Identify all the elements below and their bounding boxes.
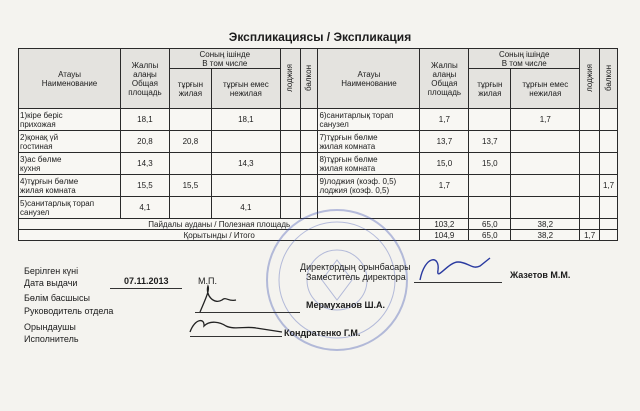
room-total-area: 14,3 [121,153,170,175]
director-signature [420,258,490,280]
head-label-ru: Руководитель отдела [24,306,114,316]
room-residential-area [469,197,511,219]
header-balcony: балкон [600,49,618,109]
room-balcony-area [600,153,618,175]
head-label-kk: Бөлім басшысы [24,293,90,303]
room-total-area: 13,7 [420,131,469,153]
room-name: 2)қонақ үй гостиная [19,131,121,153]
room-non-residential-area [211,175,280,197]
room-balcony-area [600,109,618,131]
header-residential: тұрғын жилая [469,69,511,109]
room-loggia-area [580,131,600,153]
room-non-residential-area [511,197,580,219]
useful-area-total: 103,2 [420,219,469,230]
director-label-ru: Заместитель директора [306,272,406,282]
room-residential-area [169,197,211,219]
head-signature [200,286,236,312]
room-total-area: 4,1 [121,197,170,219]
date-line [110,288,182,289]
room-loggia-area [280,153,300,175]
room-name: 5)санитарлық торап санузел [19,197,121,219]
room-total-area [420,197,469,219]
room-loggia-area [580,109,600,131]
room-name: 9)лоджия (коэф. 0,5) лоджия (коэф. 0,5) [318,175,420,197]
issued-label-ru: Дата выдачи [24,278,78,288]
room-total-area: 18,1 [121,109,170,131]
room-total-area: 20,8 [121,131,170,153]
room-non-residential-area: 4,1 [211,197,280,219]
issued-label-kk: Берілген күні [24,266,79,276]
room-residential-area: 15,5 [169,175,211,197]
director-name: Жазетов М.М. [510,270,571,280]
room-residential-area [169,153,211,175]
head-name: Мермуханов Ш.А. [306,300,386,310]
room-balcony-area [300,175,318,197]
director-signature-line [414,282,502,283]
exec-name: Кондратенко Г.М. [284,328,361,338]
header-balcony: балкон [300,49,318,109]
room-loggia-area [280,109,300,131]
director-label-kk: Директордың орынбасары [300,262,411,272]
room-loggia-area [580,153,600,175]
room-non-residential-area [511,131,580,153]
useful-area-label: Пайдалы ауданы / Полезная площадь [19,219,420,230]
table-row [19,131,618,153]
header-non-residential: тұрғын емес нежилая [211,69,280,109]
grand-total-non-residential: 38,2 [511,230,580,241]
room-total-area: 1,7 [420,109,469,131]
room-residential-area: 15,0 [469,153,511,175]
room-name: 8)тұрғын бөлме жилая комната [318,153,420,175]
grand-total-label: Қорытынды / Итого [19,230,420,241]
useful-area-loggia [580,219,600,230]
room-non-residential-area: 18,1 [211,109,280,131]
header-total-area: Жалпы алаңы Общая площадь [121,49,170,109]
room-name: 3)ас бөлме кухня [19,153,121,175]
issued-date: 07.11.2013 [124,276,169,286]
room-balcony-area [300,153,318,175]
room-total-area: 15,5 [121,175,170,197]
room-name: 6)санитарлық торап санузел [318,109,420,131]
room-total-area: 15,0 [420,153,469,175]
room-loggia-area [280,131,300,153]
useful-area-non-residential: 38,2 [511,219,580,230]
exec-label-kk: Орындаушы [24,322,76,332]
room-balcony-area: 1,7 [600,175,618,197]
room-balcony-area [300,109,318,131]
official-stamp [262,205,412,355]
table-row [19,175,618,197]
room-balcony-area [600,131,618,153]
room-residential-area [469,109,511,131]
room-non-residential-area: 1,7 [511,109,580,131]
room-balcony-area [300,131,318,153]
grand-total-area: 104,9 [420,230,469,241]
header-including: Соның ішінде В том числе [169,49,280,69]
room-non-residential-area [511,175,580,197]
exec-label-ru: Исполнитель [24,334,79,344]
room-name: 7)тұрғын бөлме жилая комната [318,131,420,153]
room-loggia-area [580,175,600,197]
room-total-area: 1,7 [420,175,469,197]
grand-total-loggia: 1,7 [580,230,600,241]
room-loggia-area [580,197,600,219]
header-non-residential: тұрғын емес нежилая [511,69,580,109]
page-title: Экспликациясы / Экспликация [228,30,412,44]
room-loggia-area [280,175,300,197]
table-row [19,153,618,175]
header-name: Атауы Наименование [19,49,121,109]
room-balcony-area [600,197,618,219]
useful-area-residential: 65,0 [469,219,511,230]
room-name: 4)тұрғын бөлме жилая комната [19,175,121,197]
room-residential-area: 20,8 [169,131,211,153]
room-name: 1)кіре беріс прихожая [19,109,121,131]
room-non-residential-area [211,131,280,153]
room-residential-area [169,109,211,131]
room-residential-area [469,175,511,197]
header-total-area: Жалпы алаңы Общая площадь [420,49,469,109]
header-name: Атауы Наименование [318,49,420,109]
header-loggia: лоджия [580,49,600,109]
room-residential-area: 13,7 [469,131,511,153]
table-row [19,109,618,131]
header-residential: тұрғын жилая [169,69,211,109]
header-including: Соның ішінде В том числе [469,49,580,69]
mp-label: М.П. [198,276,217,286]
room-non-residential-area [511,153,580,175]
header-loggia: лоджия [280,49,300,109]
grand-total-residential: 65,0 [469,230,511,241]
room-non-residential-area: 14,3 [211,153,280,175]
